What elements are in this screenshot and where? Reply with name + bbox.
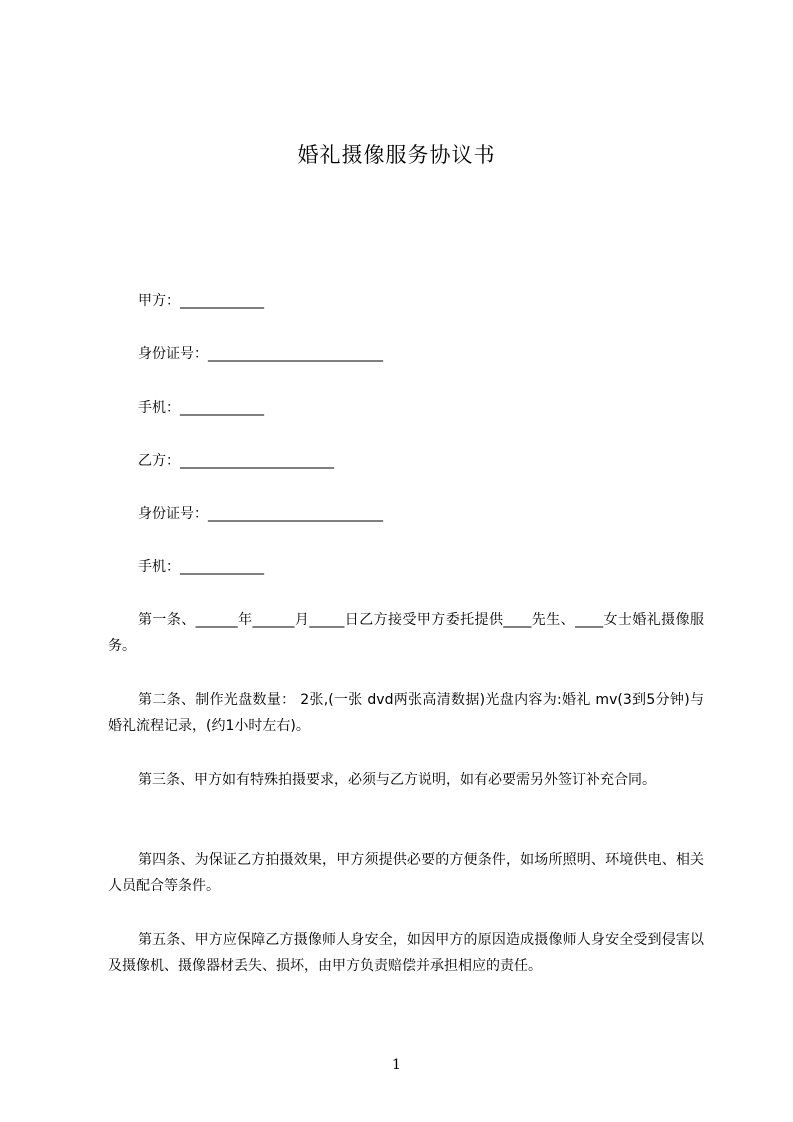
- party-a-phone-label: 手机：: [138, 400, 180, 416]
- party-a-phone-field: [138, 398, 264, 418]
- page-number: 1: [392, 1057, 401, 1073]
- party-a-blank: ____________: [180, 293, 264, 309]
- clause-5: 第五条、甲方应保障乙方摄像师人身安全，如因甲方的原因造成摄像师人身安全受到侵害以及摄像机、摄像器材丢失、损坏，由甲方负责赔偿并承担相应的责任。: [108, 932, 704, 974]
- party-a-phone-blank: ____________: [180, 400, 264, 416]
- party-b-phone-blank: ____________: [180, 559, 264, 575]
- clause-4: 第四条、为保证乙方拍摄效果，甲方须提供必要的方便条件，如场所照明、环境供电、相关人员配合等条件。: [108, 852, 704, 894]
- clause-3: 第三条、甲方如有特殊拍摄要求，必须与乙方说明，如有必要需另外签订补充合同。: [138, 772, 656, 788]
- party-a-id-field: [138, 344, 383, 364]
- party-b-field: [138, 451, 334, 471]
- party-b-label: 乙方：: [138, 453, 180, 469]
- party-a-id-blank: _________________________: [208, 346, 383, 362]
- party-b-phone-label: 手机：: [138, 559, 180, 575]
- party-b-id-field: [138, 504, 383, 524]
- party-b-id-blank: _________________________: [208, 506, 383, 522]
- party-a-id-label: 身份证号：: [138, 346, 208, 362]
- clause-2: 第二条、制作光盘数量： 2张,(一张 dvd两张高清数据)光盘内容为:婚礼 mv(3到5分钟)与婚礼流程记录，(约1小时左右)。: [108, 692, 704, 734]
- party-a-field: [138, 291, 264, 311]
- party-a-label: 甲方：: [138, 293, 180, 309]
- party-b-blank: ______________________: [180, 453, 334, 469]
- party-b-phone-field: [138, 557, 264, 577]
- document-title: 婚礼摄像服务协议书: [297, 143, 496, 167]
- party-b-id-label: 身份证号：: [138, 506, 208, 522]
- clause-1: 第一条、______年______月_____日乙方接受甲方委托提供____先生、____女士婚礼摄像服务。: [108, 612, 704, 654]
